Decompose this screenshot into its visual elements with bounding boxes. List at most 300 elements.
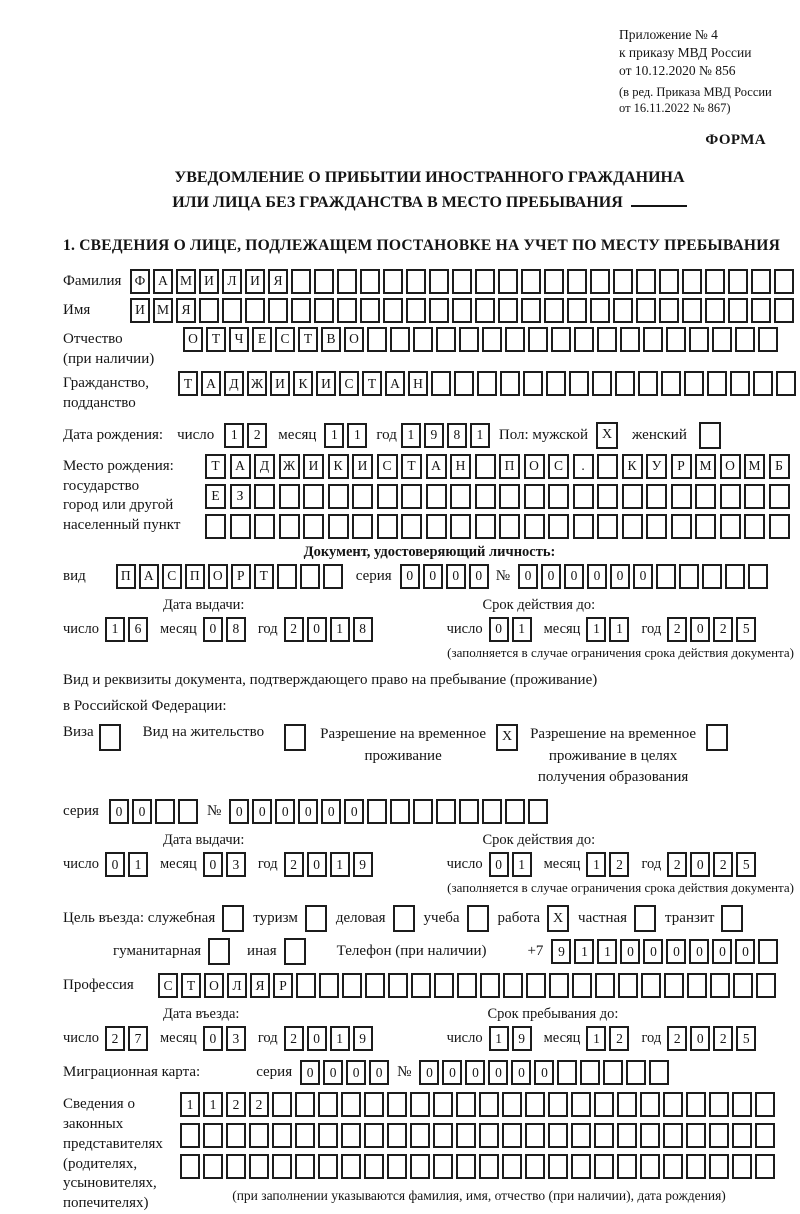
char-cell[interactable] [735,327,755,352]
char-cell[interactable] [548,1092,568,1117]
char-cell[interactable]: 0 [307,1026,327,1051]
char-cell[interactable] [613,269,633,294]
char-cell[interactable] [720,514,741,539]
char-cell[interactable]: 1 [512,617,532,642]
gender-female-checkbox[interactable] [699,422,721,449]
char-cell[interactable] [617,1154,637,1179]
char-cell[interactable] [498,298,518,323]
char-cell[interactable]: З [230,484,251,509]
char-cell[interactable]: И [316,371,336,396]
char-cell[interactable]: О [524,454,545,479]
char-cell[interactable] [755,1092,775,1117]
char-cell[interactable] [377,484,398,509]
char-cell[interactable]: 1 [224,423,244,448]
char-cell[interactable]: 8 [447,423,467,448]
char-cell[interactable] [360,269,380,294]
char-cell[interactable]: Б [769,454,790,479]
char-cell[interactable]: 2 [284,1026,304,1051]
char-cell[interactable] [705,298,725,323]
char-cell[interactable]: 1 [203,1092,223,1117]
char-cell[interactable] [272,1154,292,1179]
char-cell[interactable]: Р [273,973,293,998]
char-cell[interactable] [387,1092,407,1117]
char-cell[interactable]: 1 [330,852,350,877]
char-cell[interactable] [180,1154,200,1179]
char-cell[interactable] [291,298,311,323]
char-cell[interactable]: 1 [586,617,606,642]
char-cell[interactable] [640,1092,660,1117]
char-cell[interactable]: Т [401,454,422,479]
char-cell[interactable] [390,799,410,824]
char-cell[interactable] [413,799,433,824]
char-cell[interactable] [661,371,681,396]
char-cell[interactable]: 0 [541,564,561,589]
char-cell[interactable]: 9 [353,852,373,877]
char-cell[interactable] [595,973,615,998]
char-cell[interactable]: 2 [713,1026,733,1051]
char-cell[interactable] [426,514,447,539]
char-cell[interactable] [383,298,403,323]
char-cell[interactable] [499,484,520,509]
char-cell[interactable]: 0 [300,1060,320,1085]
char-cell[interactable]: 2 [667,617,687,642]
char-cell[interactable]: 0 [666,939,686,964]
char-cell[interactable]: Ж [279,454,300,479]
char-cell[interactable] [249,1154,269,1179]
char-cell[interactable]: 0 [511,1060,531,1085]
char-cell[interactable]: 0 [369,1060,389,1085]
char-cell[interactable] [341,1123,361,1148]
char-cell[interactable]: 1 [512,852,532,877]
char-cell[interactable] [620,327,640,352]
char-cell[interactable] [753,371,773,396]
char-cell[interactable]: К [328,454,349,479]
char-cell[interactable]: И [245,269,265,294]
char-cell[interactable]: 1 [347,423,367,448]
char-cell[interactable]: 2 [226,1092,246,1117]
char-cell[interactable] [682,298,702,323]
char-cell[interactable] [475,514,496,539]
char-cell[interactable] [617,1123,637,1148]
char-cell[interactable] [571,1154,591,1179]
char-cell[interactable] [548,1154,568,1179]
char-cell[interactable] [548,484,569,509]
char-cell[interactable] [318,1154,338,1179]
char-cell[interactable]: 2 [284,852,304,877]
char-cell[interactable]: С [377,454,398,479]
char-cell[interactable] [429,298,449,323]
char-cell[interactable] [712,327,732,352]
char-cell[interactable]: 0 [442,1060,462,1085]
char-cell[interactable]: 0 [690,617,710,642]
char-cell[interactable] [401,514,422,539]
char-cell[interactable] [410,1123,430,1148]
char-cell[interactable]: С [275,327,295,352]
char-cell[interactable] [544,269,564,294]
char-cell[interactable] [594,1123,614,1148]
char-cell[interactable] [475,298,495,323]
char-cell[interactable] [720,484,741,509]
char-cell[interactable] [303,514,324,539]
char-cell[interactable]: 1 [330,617,350,642]
char-cell[interactable] [709,1092,729,1117]
char-cell[interactable] [774,269,794,294]
char-cell[interactable] [705,269,725,294]
char-cell[interactable]: 0 [203,617,223,642]
char-cell[interactable]: Р [671,454,692,479]
char-cell[interactable] [277,564,297,589]
char-cell[interactable]: 0 [423,564,443,589]
char-cell[interactable] [732,1123,752,1148]
char-cell[interactable] [388,973,408,998]
char-cell[interactable]: 2 [284,617,304,642]
char-cell[interactable]: 0 [307,852,327,877]
char-cell[interactable] [615,371,635,396]
char-cell[interactable]: М [153,298,173,323]
char-cell[interactable]: 1 [597,939,617,964]
char-cell[interactable] [199,298,219,323]
char-cell[interactable] [360,298,380,323]
char-cell[interactable]: П [499,454,520,479]
char-cell[interactable] [590,269,610,294]
residence-permit-checkbox[interactable] [284,724,306,751]
char-cell[interactable]: 2 [609,1026,629,1051]
char-cell[interactable] [592,371,612,396]
char-cell[interactable] [646,484,667,509]
char-cell[interactable]: С [339,371,359,396]
char-cell[interactable]: 0 [446,564,466,589]
char-cell[interactable]: 2 [667,852,687,877]
char-cell[interactable] [732,1154,752,1179]
char-cell[interactable] [433,1092,453,1117]
char-cell[interactable]: 9 [424,423,444,448]
char-cell[interactable]: Ж [247,371,267,396]
char-cell[interactable] [594,1154,614,1179]
char-cell[interactable]: 1 [128,852,148,877]
char-cell[interactable] [594,1092,614,1117]
char-cell[interactable] [387,1154,407,1179]
char-cell[interactable]: А [230,454,251,479]
char-cell[interactable] [291,269,311,294]
char-cell[interactable] [521,269,541,294]
char-cell[interactable]: 1 [180,1092,200,1117]
char-cell[interactable]: 0 [735,939,755,964]
char-cell[interactable]: 0 [469,564,489,589]
char-cell[interactable] [456,1123,476,1148]
char-cell[interactable] [686,1123,706,1148]
char-cell[interactable] [709,1154,729,1179]
char-cell[interactable] [364,1092,384,1117]
char-cell[interactable] [687,973,707,998]
char-cell[interactable]: У [646,454,667,479]
char-cell[interactable]: 1 [330,1026,350,1051]
char-cell[interactable] [751,269,771,294]
char-cell[interactable] [502,1154,522,1179]
char-cell[interactable] [337,298,357,323]
char-cell[interactable] [452,269,472,294]
char-cell[interactable] [573,484,594,509]
char-cell[interactable] [431,371,451,396]
char-cell[interactable] [603,1060,623,1085]
char-cell[interactable]: 9 [512,1026,532,1051]
char-cell[interactable] [622,484,643,509]
char-cell[interactable]: 1 [574,939,594,964]
char-cell[interactable] [682,269,702,294]
char-cell[interactable] [664,973,684,998]
char-cell[interactable] [758,939,778,964]
char-cell[interactable] [429,269,449,294]
char-cell[interactable]: 0 [587,564,607,589]
char-cell[interactable] [732,1092,752,1117]
char-cell[interactable]: 0 [620,939,640,964]
char-cell[interactable]: 3 [226,1026,246,1051]
char-cell[interactable]: 2 [247,423,267,448]
char-cell[interactable] [744,484,765,509]
char-cell[interactable]: 9 [551,939,571,964]
char-cell[interactable] [318,1123,338,1148]
char-cell[interactable] [597,514,618,539]
char-cell[interactable]: К [622,454,643,479]
char-cell[interactable]: 0 [633,564,653,589]
char-cell[interactable] [319,973,339,998]
char-cell[interactable] [528,327,548,352]
edu-permit-checkbox[interactable] [706,724,728,751]
char-cell[interactable] [314,269,334,294]
char-cell[interactable]: 2 [609,852,629,877]
char-cell[interactable]: И [303,454,324,479]
char-cell[interactable]: 0 [488,1060,508,1085]
char-cell[interactable] [482,799,502,824]
purpose-humanitarian-checkbox[interactable] [208,938,230,965]
char-cell[interactable]: 0 [321,799,341,824]
purpose-private-checkbox[interactable] [634,905,656,932]
char-cell[interactable] [613,298,633,323]
char-cell[interactable] [580,1060,600,1085]
char-cell[interactable]: 1 [324,423,344,448]
char-cell[interactable] [640,1154,660,1179]
char-cell[interactable]: 0 [489,617,509,642]
char-cell[interactable] [526,973,546,998]
char-cell[interactable] [500,371,520,396]
char-cell[interactable] [479,1154,499,1179]
char-cell[interactable] [755,1123,775,1148]
char-cell[interactable]: 0 [229,799,249,824]
char-cell[interactable]: 7 [128,1026,148,1051]
char-cell[interactable] [774,298,794,323]
char-cell[interactable]: 0 [344,799,364,824]
char-cell[interactable] [475,484,496,509]
char-cell[interactable]: 5 [736,617,756,642]
char-cell[interactable] [230,514,251,539]
char-cell[interactable] [367,327,387,352]
char-cell[interactable]: 0 [564,564,584,589]
char-cell[interactable] [411,973,431,998]
char-cell[interactable]: А [201,371,221,396]
char-cell[interactable] [480,973,500,998]
char-cell[interactable] [659,298,679,323]
purpose-business-checkbox[interactable] [393,905,415,932]
char-cell[interactable]: 0 [643,939,663,964]
char-cell[interactable] [352,514,373,539]
char-cell[interactable]: 0 [109,799,129,824]
char-cell[interactable] [387,1123,407,1148]
purpose-other-checkbox[interactable] [284,938,306,965]
char-cell[interactable] [590,298,610,323]
char-cell[interactable] [525,1154,545,1179]
char-cell[interactable] [401,484,422,509]
char-cell[interactable]: 3 [226,852,246,877]
char-cell[interactable]: О [183,327,203,352]
purpose-tourism-checkbox[interactable] [305,905,327,932]
char-cell[interactable] [226,1123,246,1148]
char-cell[interactable] [622,514,643,539]
char-cell[interactable]: И [199,269,219,294]
char-cell[interactable] [450,514,471,539]
char-cell[interactable]: О [720,454,741,479]
char-cell[interactable] [549,973,569,998]
char-cell[interactable] [686,1092,706,1117]
char-cell[interactable]: 0 [307,617,327,642]
char-cell[interactable] [268,298,288,323]
char-cell[interactable] [406,298,426,323]
char-cell[interactable] [679,564,699,589]
char-cell[interactable] [436,799,456,824]
char-cell[interactable]: 1 [586,852,606,877]
char-cell[interactable] [636,269,656,294]
char-cell[interactable]: 0 [346,1060,366,1085]
char-cell[interactable]: 1 [586,1026,606,1051]
char-cell[interactable] [457,973,477,998]
char-cell[interactable] [482,327,502,352]
char-cell[interactable]: Т [362,371,382,396]
char-cell[interactable]: 1 [470,423,490,448]
char-cell[interactable]: Т [254,564,274,589]
char-cell[interactable] [776,371,796,396]
char-cell[interactable] [341,1092,361,1117]
char-cell[interactable]: М [695,454,716,479]
purpose-official-checkbox[interactable] [222,905,244,932]
char-cell[interactable] [524,514,545,539]
char-cell[interactable] [499,514,520,539]
char-cell[interactable] [505,327,525,352]
char-cell[interactable] [748,564,768,589]
char-cell[interactable]: 0 [712,939,732,964]
char-cell[interactable] [710,973,730,998]
char-cell[interactable] [364,1123,384,1148]
char-cell[interactable] [433,1154,453,1179]
char-cell[interactable]: 0 [465,1060,485,1085]
char-cell[interactable]: С [162,564,182,589]
char-cell[interactable] [751,298,771,323]
char-cell[interactable] [641,973,661,998]
char-cell[interactable] [426,484,447,509]
char-cell[interactable]: Л [222,269,242,294]
char-cell[interactable]: 1 [105,617,125,642]
char-cell[interactable] [567,298,587,323]
char-cell[interactable]: 2 [105,1026,125,1051]
char-cell[interactable] [548,514,569,539]
char-cell[interactable]: 0 [689,939,709,964]
char-cell[interactable]: 5 [736,852,756,877]
char-cell[interactable]: И [270,371,290,396]
char-cell[interactable] [546,371,566,396]
char-cell[interactable] [410,1092,430,1117]
char-cell[interactable]: Я [250,973,270,998]
char-cell[interactable]: 0 [323,1060,343,1085]
char-cell[interactable] [365,973,385,998]
char-cell[interactable] [279,484,300,509]
char-cell[interactable] [300,564,320,589]
char-cell[interactable] [479,1092,499,1117]
char-cell[interactable] [643,327,663,352]
char-cell[interactable]: С [548,454,569,479]
char-cell[interactable] [571,1123,591,1148]
char-cell[interactable] [572,973,592,998]
char-cell[interactable]: 0 [690,1026,710,1051]
char-cell[interactable] [459,799,479,824]
char-cell[interactable] [707,371,727,396]
purpose-study-checkbox[interactable] [467,905,489,932]
char-cell[interactable]: 2 [249,1092,269,1117]
char-cell[interactable]: 2 [713,617,733,642]
char-cell[interactable] [728,269,748,294]
char-cell[interactable]: И [352,454,373,479]
char-cell[interactable]: С [158,973,178,998]
char-cell[interactable] [755,1154,775,1179]
purpose-work-checkbox[interactable]: X [547,905,569,932]
char-cell[interactable] [295,1154,315,1179]
char-cell[interactable] [341,1154,361,1179]
char-cell[interactable]: 0 [518,564,538,589]
char-cell[interactable]: 2 [713,852,733,877]
char-cell[interactable] [296,973,316,998]
char-cell[interactable]: 2 [667,1026,687,1051]
char-cell[interactable] [367,799,387,824]
char-cell[interactable] [525,1123,545,1148]
char-cell[interactable] [733,973,753,998]
char-cell[interactable]: 0 [534,1060,554,1085]
char-cell[interactable] [551,327,571,352]
char-cell[interactable]: Т [178,371,198,396]
char-cell[interactable] [548,1123,568,1148]
char-cell[interactable] [155,799,175,824]
char-cell[interactable] [390,327,410,352]
char-cell[interactable] [352,484,373,509]
char-cell[interactable] [695,484,716,509]
char-cell[interactable] [640,1123,660,1148]
char-cell[interactable]: 5 [736,1026,756,1051]
char-cell[interactable]: Д [224,371,244,396]
char-cell[interactable]: А [153,269,173,294]
char-cell[interactable]: 1 [401,423,421,448]
char-cell[interactable]: А [385,371,405,396]
char-cell[interactable] [659,269,679,294]
char-cell[interactable]: Т [298,327,318,352]
char-cell[interactable]: 9 [353,1026,373,1051]
char-cell[interactable] [337,269,357,294]
char-cell[interactable]: А [139,564,159,589]
char-cell[interactable] [769,514,790,539]
char-cell[interactable] [689,327,709,352]
char-cell[interactable]: Р [231,564,251,589]
char-cell[interactable] [503,973,523,998]
char-cell[interactable]: 0 [132,799,152,824]
temp-permit-checkbox[interactable]: X [496,724,518,751]
char-cell[interactable] [452,298,472,323]
gender-male-checkbox[interactable]: X [596,422,618,449]
char-cell[interactable] [557,1060,577,1085]
char-cell[interactable]: А [426,454,447,479]
